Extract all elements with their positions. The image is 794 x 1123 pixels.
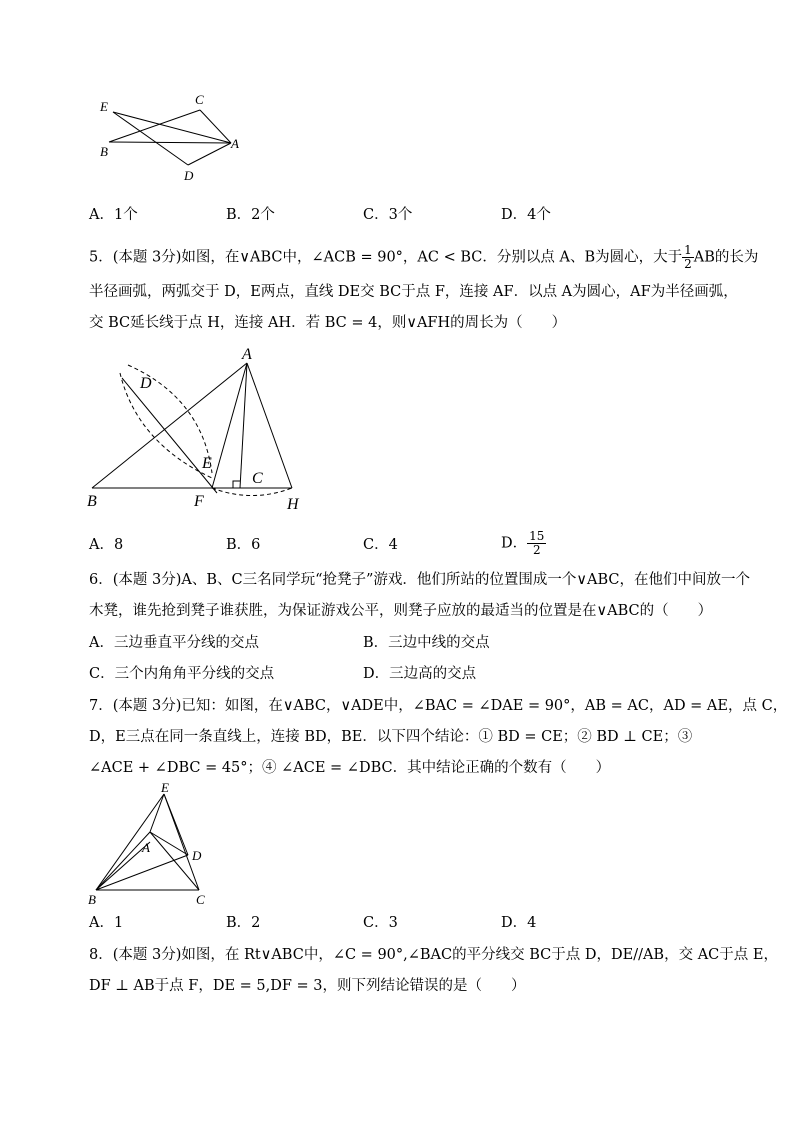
fig5-label-d: D	[140, 375, 152, 392]
q5-frac-den: 2	[684, 257, 692, 271]
fig1-label-a: A	[231, 136, 239, 151]
q7-line-2: D，E三点在同一条直线上，连接 BD，BE．以下四个结论：① BD = CE；② BD ⊥ CE；③	[89, 729, 693, 745]
fig7-label-e: E	[161, 780, 169, 795]
fig7-label-c: C	[196, 892, 205, 907]
q5-line-1a: 5．(本题 3分)如图，在∨ABC中，∠ACB = 90°，AC < BC．分别以点 A、B为圆心，大于	[89, 249, 683, 266]
q5-line-2: 半径画弧，两弧交于 D，E两点，直线 DE交 BC于点 F，连接 AF．以点 A为圆心，AF为半径画弧，	[89, 284, 738, 300]
q7-line-1: 7．(本题 3分)已知：如图，在∨ABC，∨ADE中，∠BAC = ∠DAE = 90°，AB = AC，AD = AE，点 C，	[89, 698, 788, 714]
fig1-label-c: C	[195, 92, 204, 107]
q6-option-c: C．三个内角角平分线的交点	[89, 666, 275, 682]
q5-line-3: 交 BC延长线于点 H，连接 AH．若 BC = 4，则∨AFH的周长为（ ）	[89, 315, 567, 331]
q7-option-c: C．3	[363, 915, 398, 931]
q7-option-b: B．2	[226, 915, 261, 931]
q6-option-b: B．三边中线的交点	[363, 635, 490, 651]
q5-option-b: B．6	[226, 537, 261, 553]
q4-option-a: A．1个	[89, 207, 138, 223]
fig5-label-h: H	[287, 496, 299, 513]
figure-q5	[82, 343, 312, 518]
q6-line-1: 6．(本题 3分)A、B、C三名同学玩“抢凳子”游戏．他们所站的位置围成一个∨ABC，在他们中间放一个	[89, 572, 751, 588]
figure-q4	[96, 90, 246, 186]
fig7-label-b: B	[88, 892, 96, 907]
q4-option-c: C．3个	[363, 207, 413, 223]
q7-option-a: A．1	[89, 915, 124, 931]
q5-line-1	[89, 244, 758, 271]
q5-line-1b: AB的长为	[693, 249, 759, 266]
q6-line-2: 木凳，谁先抢到凳子谁获胜，为保证游戏公平，则凳子应放的最适当的位置是在∨ABC的（ ）	[89, 603, 713, 619]
q4-option-d: D．4个	[501, 207, 551, 223]
q5-option-d	[501, 530, 546, 557]
fig1-label-e: E	[100, 99, 108, 114]
q4-option-b: B．2个	[226, 207, 275, 223]
q5-option-d-num: 15	[529, 529, 545, 543]
fig7-label-a: A	[142, 840, 150, 855]
fig5-label-f: F	[194, 493, 204, 510]
fig5-label-b: B	[87, 493, 97, 510]
fig1-label-d: D	[184, 168, 194, 183]
q5-fraction-half	[682, 244, 694, 271]
q5-option-d-den: 2	[532, 543, 541, 557]
fig5-label-c: C	[252, 470, 263, 487]
fig5-label-e: E	[202, 455, 212, 472]
q5-option-d-label: D．	[501, 535, 528, 552]
q7-line-3: ∠ACE + ∠DBC = 45°；④ ∠ACE = ∠DBC．其中结论正确的个数有（ ）	[89, 760, 611, 776]
q5-option-c: C．4	[363, 537, 398, 553]
figure-q7	[84, 780, 214, 910]
fig1-label-b: B	[100, 144, 108, 159]
fig5-label-a: A	[242, 346, 252, 363]
fig7-label-d: D	[192, 848, 202, 863]
q6-option-a: A．三边垂直平分线的交点	[89, 635, 259, 651]
q5-frac-num: 1	[684, 243, 692, 257]
q8-line-2: DF ⊥ AB于点 F，DE = 5,DF = 3，则下列结论错误的是（ ）	[89, 978, 526, 994]
q6-option-d: D．三边高的交点	[363, 666, 477, 682]
q5-option-a: A．8	[89, 537, 124, 553]
q5-option-d-fraction	[527, 530, 546, 557]
q8-line-1: 8．(本题 3分)如图，在 Rt∨ABC中，∠C = 90°,∠BAC的平分线交 BC于点 D，DE//AB，交 AC于点 E，	[89, 947, 778, 963]
q7-option-d: D．4	[501, 915, 537, 931]
